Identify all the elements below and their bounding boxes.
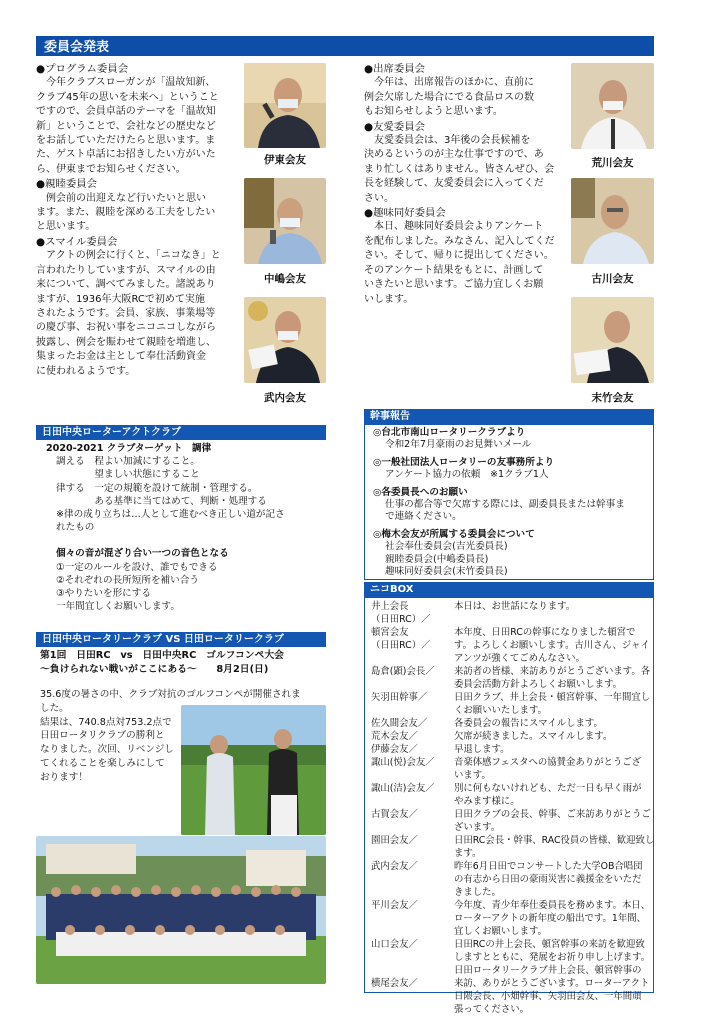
- right-committees: [364, 62, 572, 307]
- nico-message: 別に何もないけれども、ただ一日も早く雨が やみます様に。: [454, 783, 642, 807]
- kanji-box: [364, 424, 654, 580]
- yuai-body: [364, 134, 572, 206]
- portrait-arakawa: [571, 63, 654, 149]
- text-line: さい。そして、帰りに提出してください。: [364, 250, 554, 262]
- nico-member-name: 荒木会友／: [371, 731, 418, 742]
- nico-box: [364, 597, 655, 1015]
- banner-title: 委員会発表: [44, 40, 110, 55]
- text-line: クラブ45年の思いを未来へ」ということ: [36, 91, 219, 103]
- rotaract-content: [40, 442, 326, 613]
- text-line: ますが、1936年大阪RCで初めて実施: [36, 293, 205, 305]
- nico-member-name: 矢羽田幹事／: [371, 692, 428, 703]
- text-line: 決めるというのが主な仕事ですので、あ: [364, 149, 544, 161]
- kanji-item-body: で連絡ください。: [385, 511, 462, 523]
- smile-body: [36, 249, 242, 379]
- section-banner: [36, 36, 654, 56]
- text-line: ①一定のルールを設け、誰でもできる: [56, 561, 218, 573]
- nico-message: 昨年6月日田でコンサートした大学OB合唱団 の有志から日田の豪雨災害に義援金をいただ きました。: [454, 861, 643, 898]
- kanji-item-heading: ◎梅木会友が所属する委員会について: [373, 528, 535, 540]
- golf-bar: 日田中央ロータリークラブ VS 日田ロータリークラブ: [36, 632, 326, 647]
- nico-message: 日田クラブ、井上会長・頓宮幹事、一年間宜し くお願いいたします。: [454, 692, 651, 716]
- caption-furukawa: 古川会友: [591, 273, 634, 285]
- text-line: もお知らせしようと思います。: [364, 106, 503, 118]
- portrait-takeuchi: [244, 297, 326, 383]
- caption-suetake: 末竹会友: [591, 392, 634, 404]
- text-line: ですので、会員卓話のテーマを「温故知: [36, 106, 216, 118]
- text-line: 例会欠席した場合にでる食品ロスの数: [364, 91, 534, 103]
- nico-member-name: 島倉(顕)会長／: [371, 666, 435, 677]
- nico-member-name: 山口会友／: [371, 939, 418, 950]
- text-line: 披露し、例会を賑わせて親睦を増進し、: [36, 336, 216, 348]
- kanji-item-heading: ◎台北市南山ロータリークラブより: [373, 427, 526, 438]
- text-line: 新」ということで、会社などの歴史など: [36, 120, 216, 132]
- text-line: 調える 程よい加減にすること。: [56, 456, 200, 468]
- kanji-item-body: アンケート協力の依頼 ※1クラブ1人: [385, 469, 549, 481]
- text-line: 例会前の出迎えなど行いたいと思い: [36, 192, 206, 204]
- portrait-nakashima: [244, 178, 326, 264]
- text-line: 長を経験して、友愛委員会に入ってくだ: [364, 178, 544, 190]
- text-line: 結果は、740.8点対753.2点で: [40, 716, 172, 728]
- portrait-suetake: [571, 297, 654, 383]
- text-line: されたようです。会員、家族、事業場等: [36, 307, 216, 319]
- yuai-heading: ●友愛委員会: [364, 120, 426, 133]
- attend-body: [364, 76, 572, 119]
- text-line: 今年クラブスローガンが「温故知新、: [36, 77, 216, 89]
- text-line: いします。: [364, 293, 414, 305]
- nico-message: 日田ロータリークラブ井上会長、頓宮幹事の 来訪、ありがとうございます。ローターアクト 日隈会長、小畑幹事、矢羽田会友、一年間頑 張ってください。: [454, 965, 650, 1015]
- text-line: おります！: [40, 771, 88, 783]
- program-body: [36, 76, 242, 177]
- shinboku-heading: ●親睦委員会: [36, 178, 98, 191]
- nico-message: 来訪者の皆様、来訪ありがとうございます。各 委員会活動方針よろしくお願いします。: [454, 666, 651, 690]
- caption-nakashima: 中嶋会友: [264, 273, 306, 285]
- text-line: いきたいと思います。ご協力宜しくお願: [364, 279, 544, 291]
- portrait-ito: [244, 63, 326, 148]
- text-line: ②それぞれの長所短所を補い合う: [56, 574, 199, 586]
- kanji-item-body: 令和2年7月豪雨のお見舞いメール: [385, 439, 532, 451]
- nico-member-name: 井上会長 （日田RC）／: [371, 601, 431, 625]
- nico-message: 日田RC会長・幹事、RAC役員の皆様、歓迎致し ます。: [454, 835, 655, 859]
- text-line: 一年間宜しくお願いします。: [56, 601, 180, 613]
- text-line: れたもの: [56, 522, 95, 534]
- kanji-item-body: 親睦委員会(中嶋委員長): [385, 553, 489, 565]
- text-line: 律する 一定の規範を設けて統制・管理する。: [56, 482, 258, 494]
- smile-heading: ●スマイル委員会: [36, 235, 118, 248]
- text-line: た、ゲスト卓話にお招きしたい方がいた: [36, 149, 216, 161]
- text-line: に使われるようです。: [36, 365, 136, 377]
- nico-message: 日田クラブの会長、幹事、ご来訪ありがとうご ざいます。: [454, 809, 651, 833]
- nico-bar: ニコBOX: [364, 582, 654, 597]
- golf-photo-pair: [181, 705, 326, 835]
- nico-member-name: 園田会友／: [371, 835, 418, 846]
- left-committees: [36, 62, 242, 379]
- text-line: 言われたりしていますが、スマイルの由: [36, 264, 216, 276]
- golf-title: [40, 649, 326, 677]
- golf-line-2: ～負けられない戦いがここにある～ 8月2日(日): [40, 664, 269, 675]
- nico-member-name: 武内会友／: [371, 861, 418, 872]
- nico-message: 本日は、お世話になります。: [454, 601, 576, 612]
- nico-message: 今年度、青少年奉仕委員長を務めます。本日、 ローターアクトの新年度の船出です。1年間、 宜しくお願いします。: [454, 900, 651, 937]
- text-line: アクトの例会に行くと、「ニコなき」と: [36, 250, 221, 262]
- shumi-body: [364, 220, 572, 306]
- rotaract-title: 2020-2021 クラブターゲット 調律: [46, 443, 212, 454]
- golf-photo-group: [36, 836, 326, 984]
- nico-member-name: 古賀会友／: [371, 809, 418, 820]
- nico-member-name: 頓宮会友 （日田RC）／: [371, 627, 431, 651]
- nico-message: 日田RCの井上会長、頓宮幹事の来訪を歓迎致 しますとともに、発展をお祈り申し上げます。: [454, 939, 651, 963]
- text-line: 望ましい状態にすること: [56, 469, 200, 481]
- text-line: 今年は、出席報告のほかに、直前に: [364, 77, 534, 89]
- caption-arakawa: 荒川会友: [591, 157, 634, 169]
- nico-member-name: 諏山(洁)会友／: [371, 783, 435, 794]
- nico-member-name: 平川会友／: [371, 900, 418, 911]
- text-line: ます。また、親睦を深める工夫をしたい: [36, 207, 216, 219]
- text-line: てくれることを楽しみにして: [40, 757, 165, 769]
- nico-member-name: 伊藤会友／: [371, 744, 418, 755]
- text-line: 友愛委員会は、3年後の会長候補を: [364, 135, 531, 147]
- nico-member-name: 横尾会友／: [371, 978, 418, 989]
- kanji-item-body: 趣味同好委員会(末竹委員長): [385, 566, 508, 578]
- caption-ito: 伊東会友: [264, 154, 306, 166]
- rotaract-bar: 日田中央ローターアクトクラブ: [36, 425, 326, 440]
- program-heading: ●プログラム委員会: [36, 63, 129, 75]
- nico-message: 早退します。: [454, 744, 510, 755]
- nico-member-name: 諏山(悦)会友／: [371, 757, 435, 768]
- text-line: ある基準に当てはめて、判断・処理する: [56, 495, 267, 507]
- shinboku-body: [36, 192, 242, 235]
- kanji-item-body: 仕事の都合等で欠席する際には、副委員長または幹事ま: [385, 499, 625, 511]
- nico-message: 欠席が続きました。スマイルします。: [454, 731, 613, 742]
- text-line: そのアンケート結果をもとに、計画して: [364, 264, 544, 276]
- text-line: ら、伊東までお知らせください。: [36, 163, 186, 175]
- text-line: した。: [40, 702, 69, 714]
- text-line: 35.6度の暑さの中、クラブ対抗のゴルフコンペが開催されま: [40, 689, 301, 700]
- attend-heading: ●出席委員会: [364, 63, 426, 75]
- kanji-item-body: 社会奉仕委員会(吉光委員長): [385, 541, 508, 553]
- text-line: なりました。次回、リベンジし: [40, 744, 174, 756]
- text-line: ③やりたいを形にする: [56, 588, 151, 600]
- nico-message: 本年度、日田RCの幹事になりました頓宮で す。よろしくお願いします。古川さん、ジャイ アンツが強くてごめんなさい。: [454, 627, 650, 664]
- kanji-bar: 幹事報告: [364, 409, 654, 424]
- golf-line-1: 第1回 日田RC vs 日田中央RC ゴルフコンペ大会: [40, 650, 284, 661]
- nico-member-name: 佐久間会友／: [371, 718, 428, 729]
- kanji-items: [373, 427, 653, 578]
- rotaract-items: [40, 561, 326, 614]
- text-line: ※律の成り立ちは…人として進むべき正しい道が記さ: [56, 509, 285, 521]
- kanji-item-heading: ◎各委員長へのお願い: [373, 486, 468, 498]
- kanji-item-heading: ◎一般社団法人ロータリーの友事務所より: [373, 456, 555, 468]
- text-line: を配布しました。みなさん、記入してくだ: [364, 235, 555, 247]
- text-line: の慶び事、お祝い事をニコニコしながら: [36, 322, 216, 334]
- text-line: 来について、調べてみました。諸説あり: [36, 279, 216, 291]
- portrait-furukawa: [571, 178, 654, 264]
- text-line: 本日、趣味同好委員会よりアンケート: [364, 221, 544, 233]
- caption-takeuchi: 武内会友: [264, 392, 306, 404]
- text-line: をお話していただけたらと思います。ま: [36, 135, 216, 147]
- text-line: と思います。: [36, 221, 96, 233]
- shumi-heading: ●趣味同好委員会: [364, 207, 446, 220]
- text-line: まり忙しくはありません。皆さんぜひ、会: [364, 163, 555, 175]
- rotaract-lines: [40, 455, 326, 534]
- nico-message: 各委員会の報告にスマイルします。: [454, 718, 603, 729]
- text-line: 集まったお金は主として奉仕活動資金: [36, 351, 206, 363]
- rotaract-sub: 個々の音が混ざり合い一つの音色となる: [56, 548, 229, 560]
- text-line: さい。: [364, 192, 394, 204]
- nico-message: 音楽体感フェスタへの協賛金ありがとうござ います。: [454, 757, 642, 781]
- text-line: 日田ロータリクラブの勝利と: [40, 730, 165, 742]
